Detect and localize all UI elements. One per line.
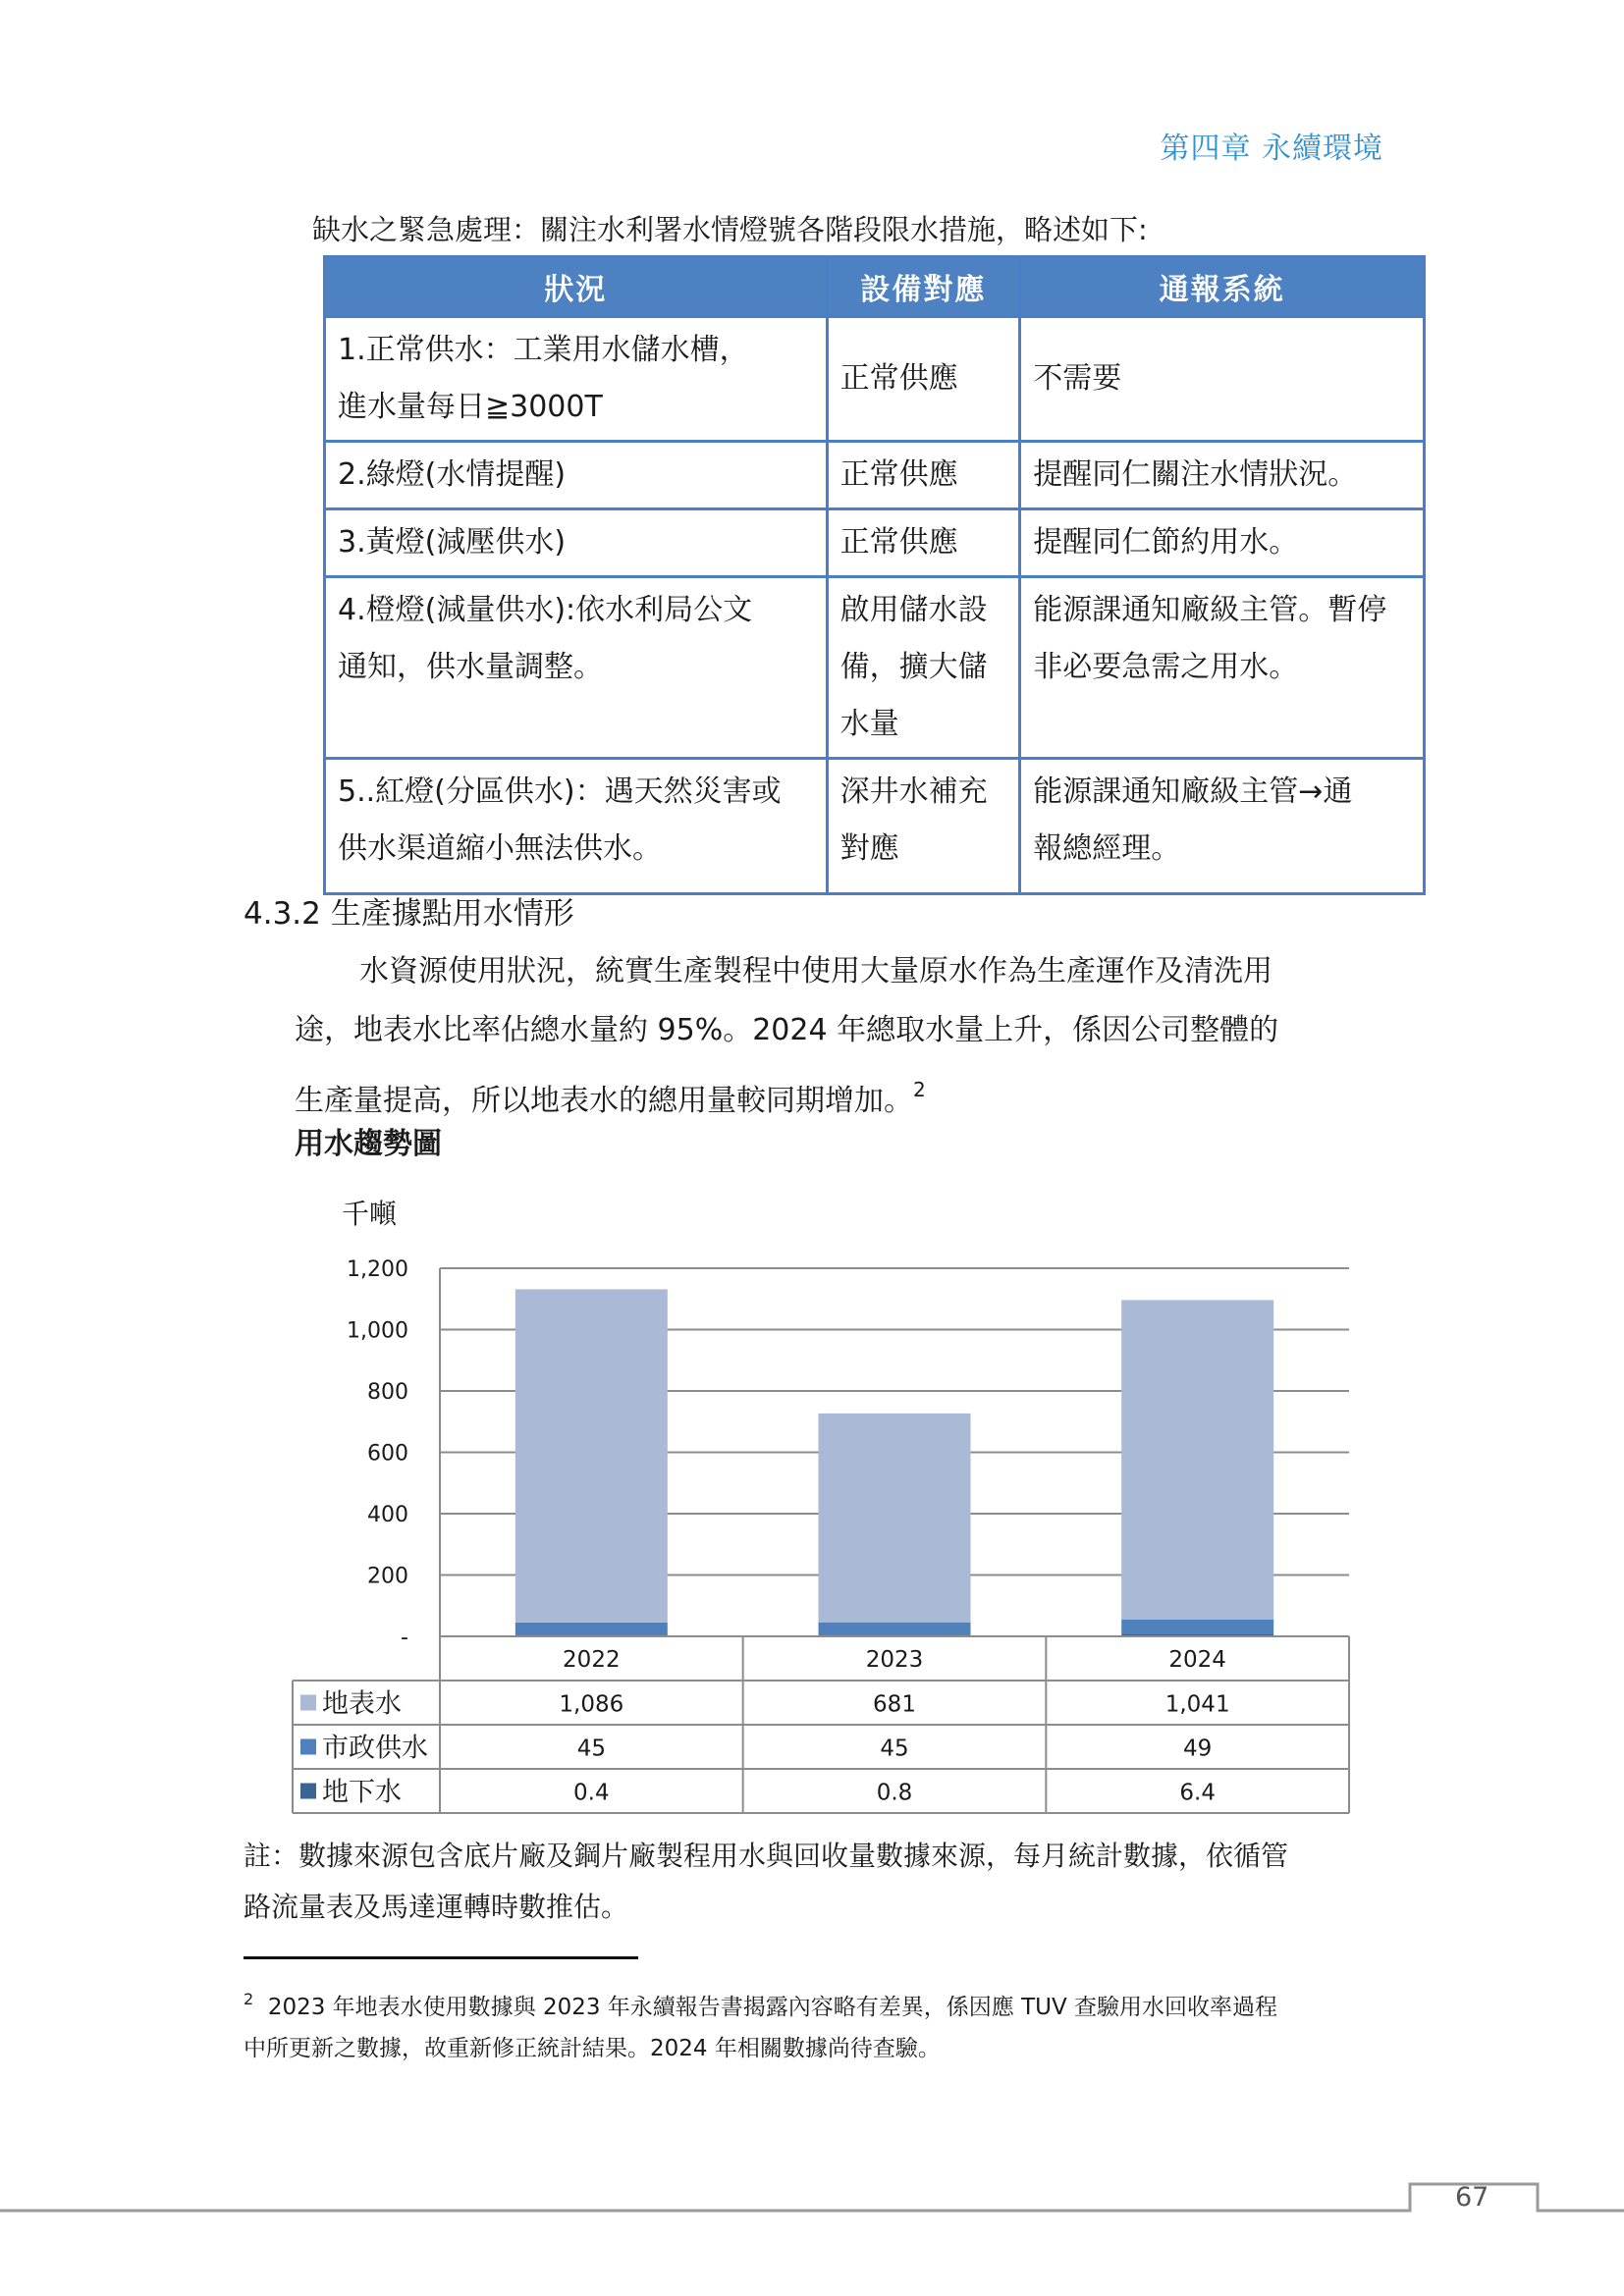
footnote-number: 2 [244,1990,254,2008]
bar-segment [515,1289,668,1622]
header-report: 通報系統 [1020,257,1425,317]
x-tick-label: 2024 [1168,1647,1226,1673]
data-label: 1,041 [1164,1691,1230,1718]
report-cell: 不需要 [1020,317,1425,442]
data-label: 45 [880,1735,909,1762]
status-line: 通知，供水量調整。 [338,650,603,684]
equipment-cell: 正常供應 [827,317,1020,442]
bar-segment [819,1623,971,1636]
report-cell: 提醒同仁節約用水。 [1020,509,1425,577]
legend-label: 市政供水 [322,1733,428,1764]
data-label: 0.4 [573,1780,610,1806]
legend-swatch [300,1739,316,1755]
bar-segment [1121,1620,1273,1634]
legend-swatch [300,1695,316,1711]
equipment-cell: 正常供應 [827,442,1020,509]
legend-label: 地表水 [322,1688,402,1720]
status-cell: 2.綠燈(水情提醒) [325,442,828,509]
header-equipment: 設備對應 [827,257,1020,317]
equipment-line: 對應 [839,831,899,866]
data-label: 0.8 [876,1780,913,1806]
report-line: 能源課通知廠級主管。暫停 [1033,593,1387,627]
intro-text: 缺水之緊急處理：關注水利署水情燈號各階段限水措施，略述如下: [312,213,1148,246]
y-tick-label: 200 [367,1564,408,1589]
equipment-line: 深井水補充 [839,774,988,809]
header-status: 狀況 [325,257,828,317]
footnote-line: 中所更新之數據，故重新修正統計結果。2024 年相關數據尚待查驗。 [244,2036,941,2061]
y-tick-label: 800 [367,1380,408,1405]
bar-segment [515,1623,668,1636]
y-tick-label: 1,200 [347,1257,408,1282]
page-number: 67 [1455,2182,1489,2213]
status-line: 進水量每日≧3000T [338,390,603,424]
equipment-line: 備，擴大儲 [839,650,988,684]
status-line: 5..紅燈(分區供水)：遇天然災害或 [338,774,782,809]
status-line: 4.橙燈(減量供水):依水利局公文 [338,593,753,627]
section-title: 4.3.2 生產據點用水情形 [244,896,574,932]
y-tick-label: 600 [367,1441,408,1467]
legend-swatch [300,1784,316,1799]
report-line: 非必要急需之用水。 [1033,650,1299,684]
x-tick-label: 2022 [563,1647,621,1673]
chart-note [244,1831,1382,1933]
unit-label: 千噸 [342,1198,398,1230]
bar-segment [819,1414,971,1623]
footnote-text: 2023 年地表水使用數據與 2023 年永續報告書揭露內容略有差異，係因應 TUV 查驗用水回收率過程 [267,1995,1278,2020]
footnote-separator [244,1956,638,1959]
chart-title: 用水趨勢圖 [295,1127,442,1161]
report-line: 能源課通知廠級主管→通 [1033,774,1353,809]
equipment-line: 啟用儲水設 [839,593,988,627]
status-line: 1.正常供水：工業用水儲水槽， [338,333,749,367]
legend-label: 地下水 [322,1777,402,1808]
y-tick-label: - [401,1626,408,1650]
equipment-line: 水量 [839,707,899,741]
page-footer-rule [0,2160,1624,2218]
equipment-cell: 正常供應 [827,509,1020,577]
chapter-header: 第四章 永續環境 [1160,132,1383,166]
note-line: 註：數據來源包含底片廠及鋼片廠製程用水與回收量數據來源，每月統計數據，依循管 [244,1840,1289,1872]
report-line: 報總經理。 [1033,831,1181,866]
paragraph-line: 途，地表水比率佔總水量約 95%。2024 年總取水量上升，係因公司整體的 [295,1013,1279,1047]
data-label: 6.4 [1179,1780,1216,1806]
paragraph-text: 生產量提高，所以地表水的總用量較同期增加。 [295,1084,913,1118]
y-tick-label: 400 [367,1503,408,1527]
y-tick-label: 1,000 [347,1318,408,1344]
footnote-line [244,1979,1378,2028]
paragraph-text: 水資源使用狀況，統實生產製程中使用大量原水作為生產運作及清洗用 [359,954,1272,988]
x-tick-label: 2023 [865,1647,924,1673]
footnote [244,1979,1378,2069]
note-line: 路流量表及馬達運轉時數推估。 [244,1891,629,1923]
footnote-ref: 2 [913,1078,926,1101]
status-line: 供水渠道縮小無法供水。 [338,831,662,866]
bar-segment [1121,1300,1273,1619]
data-label: 1,086 [559,1691,624,1718]
data-label: 49 [1183,1735,1213,1762]
data-label: 45 [576,1735,606,1762]
report-cell: 提醒同仁關注水情狀況。 [1020,442,1425,509]
data-label: 681 [873,1691,916,1718]
status-cell: 3.黃燈(減壓供水) [325,509,828,577]
